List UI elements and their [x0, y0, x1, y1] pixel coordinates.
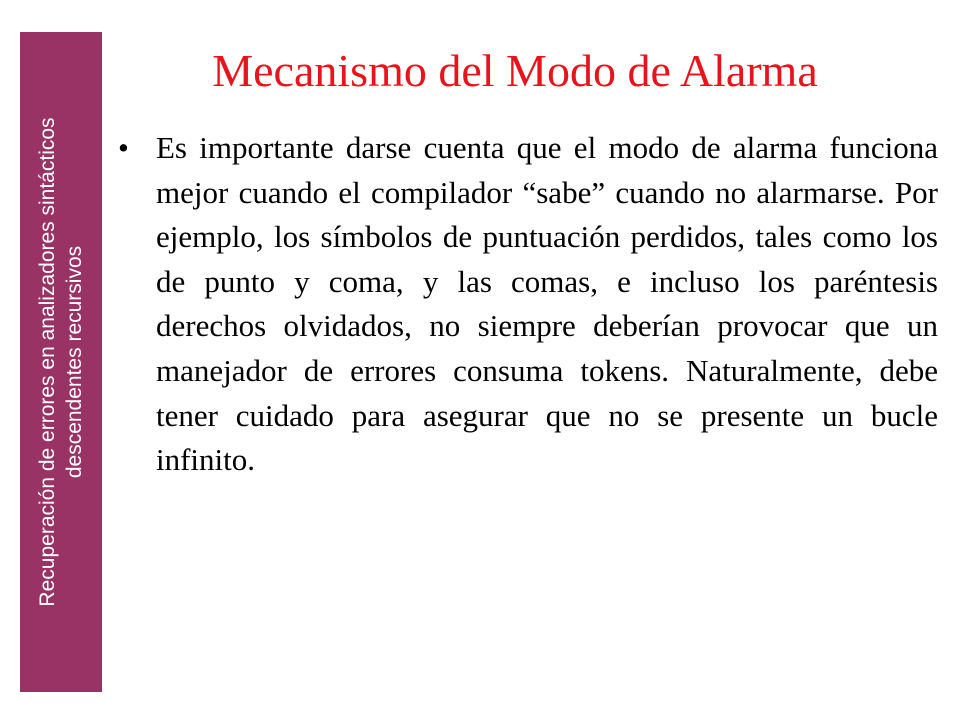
- sidebar-caption: [34, 42, 88, 682]
- bullet-text: Es importante darse cuenta que el modo de alarma funciona mejor cuando el compilador “sabe” cuando no alarmarse. Por ejemplo, los símbolos de puntuación perdidos, tales como los de punto y coma, y las comas, e incluso los paréntesis derechos olvidados, no siempre deberían provocar que un manejador de errores consuma tokens. Naturalmente, debe tener cuidado para asegurar que no se presente un bucle infinito.: [156, 130, 938, 478]
- bullet-icon: •: [118, 130, 129, 165]
- sidebar-band: [20, 32, 102, 692]
- sidebar-caption-line-1: Recuperación de errores en analizadores sintácticos: [36, 117, 59, 607]
- slide-title: Mecanismo del Modo de Alarma: [212, 45, 818, 96]
- bullet-item: [118, 126, 938, 483]
- sidebar-caption-line-2: descendentes recursivos: [63, 245, 86, 479]
- bullet-list: [118, 126, 938, 483]
